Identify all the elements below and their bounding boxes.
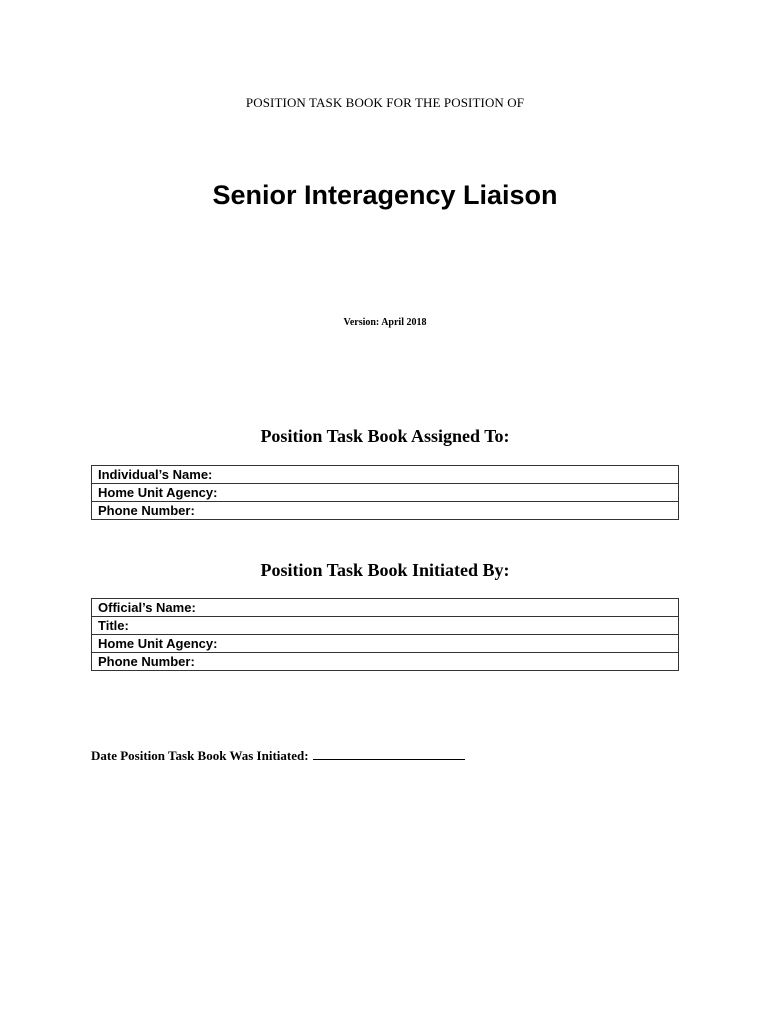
- official-name-field[interactable]: Official’s Name:: [92, 599, 679, 617]
- date-initiated-line: [91, 745, 465, 764]
- table-row[interactable]: [92, 466, 679, 484]
- table-row[interactable]: [92, 599, 679, 617]
- table-row[interactable]: [92, 484, 679, 502]
- table-row[interactable]: [92, 653, 679, 671]
- table-row[interactable]: [92, 502, 679, 520]
- version-label: Version: April 2018: [343, 317, 427, 328]
- home-unit-agency-field[interactable]: Home Unit Agency:: [92, 484, 679, 502]
- date-initiated-blank[interactable]: [313, 745, 465, 760]
- table-row[interactable]: [92, 635, 679, 653]
- phone-number-field[interactable]: Phone Number:: [92, 502, 679, 520]
- assigned-to-heading: Position Task Book Assigned To:: [260, 426, 510, 446]
- date-initiated-label: Date Position Task Book Was Initiated:: [91, 748, 309, 763]
- page-title: Senior Interagency Liaison: [212, 180, 558, 210]
- individual-name-field[interactable]: Individual’s Name:: [92, 466, 679, 484]
- initiated-by-table: [91, 598, 679, 671]
- title-field[interactable]: Title:: [92, 617, 679, 635]
- assigned-to-table: [91, 465, 679, 520]
- phone-number-field[interactable]: Phone Number:: [92, 653, 679, 671]
- pre-title: POSITION TASK BOOK FOR THE POSITION OF: [245, 95, 525, 110]
- table-row[interactable]: [92, 617, 679, 635]
- initiated-by-heading: Position Task Book Initiated By:: [260, 560, 510, 580]
- home-unit-agency-field[interactable]: Home Unit Agency:: [92, 635, 679, 653]
